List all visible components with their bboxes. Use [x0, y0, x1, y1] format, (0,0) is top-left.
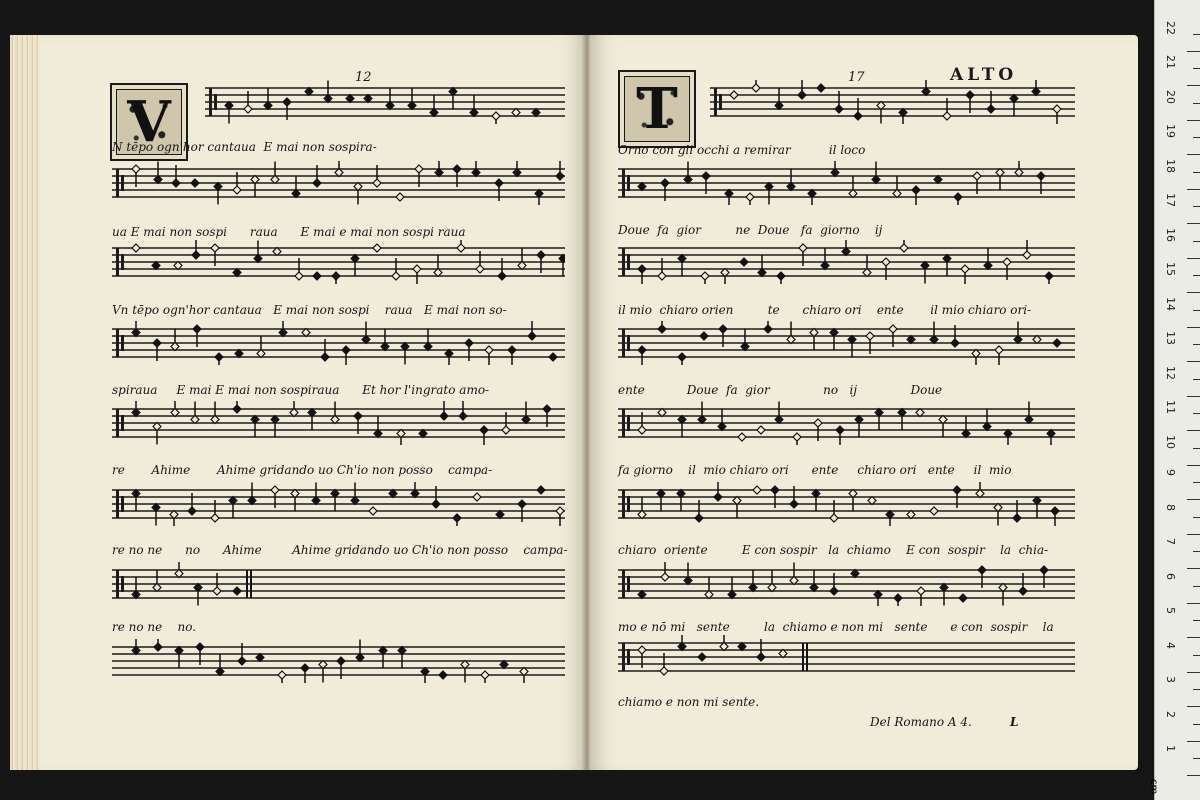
- voice-label: ALTO: [950, 65, 1018, 85]
- music-staff: [618, 562, 1075, 606]
- ruler-number: 19: [1164, 124, 1177, 138]
- ruler-tick: [1187, 706, 1200, 707]
- open-book: [10, 35, 1140, 775]
- ruler-number: 1: [1164, 745, 1177, 752]
- ruler-tick: [1187, 568, 1200, 569]
- music-staff: [618, 321, 1075, 365]
- ruler-tick: [1187, 430, 1200, 431]
- ruler-number: 21: [1164, 55, 1177, 69]
- ruler-subtick: [1193, 379, 1200, 380]
- ruler-tick: [1187, 154, 1200, 155]
- ruler-tick: [1187, 775, 1200, 776]
- ruler-number: 8: [1164, 503, 1177, 511]
- lyric-line: Doue fa gior ne Doue fa giorno ij: [618, 223, 883, 237]
- measuring-ruler: [1148, 0, 1200, 800]
- ruler-tick: [1187, 85, 1200, 86]
- ruler-tick: [1187, 534, 1200, 535]
- ruler-number: 10: [1164, 434, 1177, 449]
- music-staff: [618, 635, 1075, 679]
- ruler-subtick: [1193, 655, 1200, 656]
- ruler-tick: [1187, 603, 1200, 604]
- ruler-number: 18: [1164, 158, 1177, 173]
- music-staff: [112, 240, 565, 284]
- ruler-number: 14: [1164, 296, 1177, 311]
- ruler-tick: [1187, 223, 1200, 224]
- ruler-number: 15: [1164, 262, 1177, 276]
- ruler-subtick: [1193, 517, 1200, 518]
- ruler-subtick: [1193, 137, 1200, 138]
- lyric-line: chiaro oriente E con sospir la chiamo E con sospir la chia-: [618, 543, 1049, 557]
- ruler-subtick: [1193, 551, 1200, 552]
- signature-mark: L: [1010, 715, 1019, 729]
- ruler-subtick: [1193, 620, 1200, 621]
- initial-letter: T: [636, 76, 678, 142]
- ruler-number: 11: [1164, 400, 1177, 414]
- ruler-number: 2: [1164, 710, 1177, 718]
- ruler-subtick: [1193, 758, 1200, 759]
- ruler-tick: [1187, 51, 1200, 52]
- ruler-tick: [1187, 741, 1200, 742]
- lyric-line: re no ne no Ahime Ahime gridando uo Ch'io non posso campa-: [112, 543, 568, 557]
- music-staff: [618, 401, 1075, 445]
- music-staff: [710, 80, 1075, 124]
- page-edges: [10, 35, 40, 770]
- lyric-line: spiraua E mai E mai non sospiraua Et hor l'ingrato amo-: [112, 383, 490, 397]
- ruler-number: 7: [1164, 538, 1177, 545]
- ruler-tick: [1187, 465, 1200, 466]
- ruler-subtick: [1193, 275, 1200, 276]
- music-staff: [618, 240, 1075, 284]
- ruler-number: 12: [1164, 365, 1177, 380]
- ruler-number: 3: [1164, 676, 1177, 683]
- ruler-subtick: [1193, 34, 1200, 35]
- right-page: [590, 35, 1138, 770]
- ruler-tick: [1187, 189, 1200, 190]
- left-page: [10, 35, 585, 770]
- ruler-subtick: [1193, 344, 1200, 345]
- ruler-number: 22: [1164, 20, 1177, 35]
- music-staff: [618, 482, 1075, 526]
- ruler-tick: [1187, 327, 1200, 328]
- initial-letter: V: [127, 89, 171, 155]
- ruler-number: 20: [1164, 89, 1177, 104]
- ruler-tick: [1187, 672, 1200, 673]
- lyric-line: re no ne no.: [112, 620, 197, 634]
- lyric-line: re Ahime Ahime gridando uo Ch'io non posso campa-: [112, 463, 493, 477]
- ruler-tick: [1187, 396, 1200, 397]
- ruler-subtick: [1193, 310, 1200, 311]
- music-staff: [112, 161, 565, 205]
- ruler-subtick: [1193, 172, 1200, 173]
- ruler-tick: [1187, 120, 1200, 121]
- left-page-number: 12: [355, 70, 372, 85]
- ruler-subtick: [1193, 586, 1200, 587]
- ruler-tick: [1187, 361, 1200, 362]
- lyric-line: N tēpo ogn'hor cantaua E mai non sospira-: [112, 140, 377, 154]
- music-staff: [112, 639, 565, 683]
- ruler-subtick: [1193, 724, 1200, 725]
- ruler-number: 4: [1164, 641, 1177, 649]
- ruler-subtick: [1193, 68, 1200, 69]
- ruler-subtick: [1193, 448, 1200, 449]
- ruler-number: 9: [1164, 469, 1177, 476]
- composer-signature: Del Romano A 4.: [870, 715, 972, 729]
- lyric-line: mo e nō mi sente la chiamo e non mi sente e con sospir la: [618, 620, 1054, 634]
- lyric-line: fa giorno il mio chiaro ori ente chiaro ori ente il mio: [618, 463, 1012, 477]
- lyric-line: ua E mai non sospi raua E mai e mai non sospi raua: [112, 225, 466, 239]
- ruler-number: 17: [1164, 193, 1177, 207]
- decorated-initial-t: [618, 70, 696, 148]
- ruler-number: 16: [1164, 227, 1177, 242]
- music-staff: [112, 321, 565, 365]
- ruler-number: 5: [1164, 607, 1177, 614]
- ruler-number: 6: [1164, 572, 1177, 580]
- music-staff: [112, 482, 565, 526]
- ruler-tick: [1187, 292, 1200, 293]
- ruler-subtick: [1193, 482, 1200, 483]
- music-staff: [618, 161, 1075, 205]
- ruler-subtick: [1193, 103, 1200, 104]
- lyric-line: ente Doue fa gior no ij Doue: [618, 383, 943, 397]
- lyric-line: il mio chiaro orien te chiaro ori ente il mio chiaro ori-: [618, 303, 1032, 317]
- ruler-tick: [1187, 499, 1200, 500]
- lyric-line: Vn tēpo ogn'hor cantaua E mai non sospi raua E mai non so-: [112, 303, 507, 317]
- ruler-tick: [1187, 258, 1200, 259]
- lyric-line: Orno con gli occhi a remirar il loco: [618, 143, 866, 157]
- right-page-number: 17: [848, 70, 865, 85]
- music-staff: [112, 562, 565, 606]
- ruler-unit: cm: [1148, 779, 1159, 795]
- music-staff: [205, 80, 565, 124]
- ruler-tick: [1187, 637, 1200, 638]
- ruler-subtick: [1193, 241, 1200, 242]
- ruler-subtick: [1193, 689, 1200, 690]
- ruler-number: 13: [1164, 331, 1177, 345]
- ruler-subtick: [1193, 413, 1200, 414]
- music-staff: [112, 401, 565, 445]
- lyric-line: chiamo e non mi sente.: [618, 695, 760, 709]
- ruler-subtick: [1193, 206, 1200, 207]
